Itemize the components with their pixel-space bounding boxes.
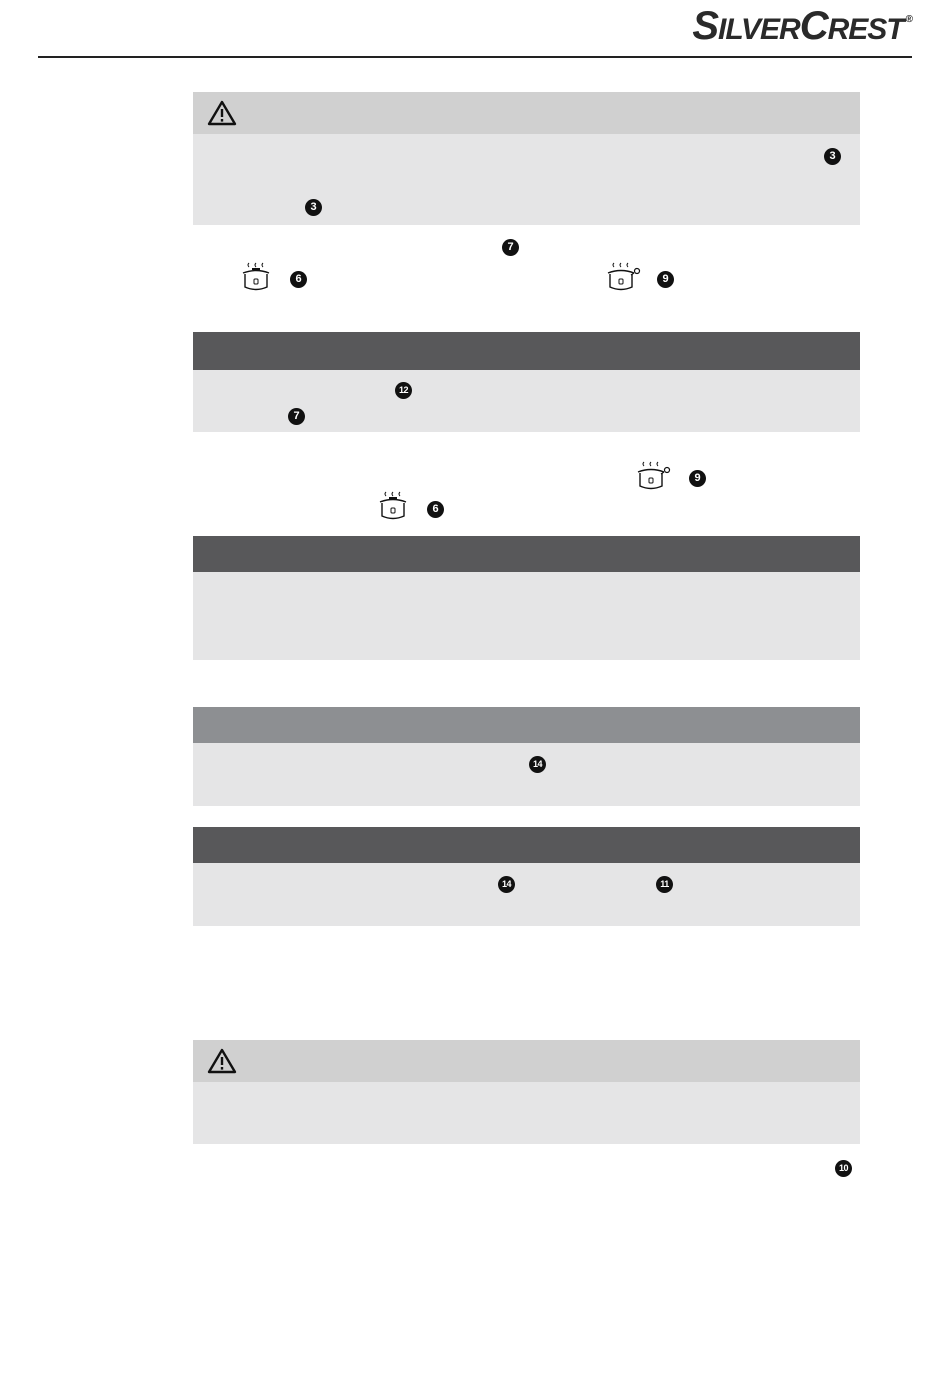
- warning-body-2: [193, 1082, 860, 1144]
- badge-11: 11: [656, 876, 673, 893]
- warning-header-2: [193, 1040, 860, 1082]
- tip-body: [193, 743, 860, 806]
- note-header-2: [193, 536, 860, 572]
- note-body-3: [193, 863, 860, 926]
- badge-7: 7: [502, 239, 519, 256]
- note-header-3: [193, 827, 860, 863]
- badge-6: 6: [290, 271, 307, 288]
- warning-header-1: [193, 92, 860, 134]
- badge-6: 6: [427, 501, 444, 518]
- pot-steam-valve-icon: [633, 458, 673, 494]
- tip-header: [193, 707, 860, 743]
- pot-steam-valve-icon: [603, 259, 643, 295]
- badge-14: 14: [498, 876, 515, 893]
- pot-lid-closed-icon: [238, 259, 274, 295]
- badge-9: 9: [689, 470, 706, 487]
- warning-body-1: [193, 134, 860, 225]
- badge-3: 3: [824, 148, 841, 165]
- badge-7: 7: [288, 408, 305, 425]
- badge-12: 12: [395, 382, 412, 399]
- header-rule: [38, 56, 912, 58]
- warning-triangle-icon: [207, 1048, 237, 1074]
- badge-3: 3: [305, 199, 322, 216]
- note-body-2: [193, 572, 860, 660]
- note-header-1: [193, 332, 860, 370]
- warning-triangle-icon: [207, 100, 237, 126]
- badge-10: 10: [835, 1160, 852, 1177]
- brand-logo: SILVERCREST ®: [692, 4, 912, 48]
- badge-9: 9: [657, 271, 674, 288]
- badge-14: 14: [529, 756, 546, 773]
- pot-lid-closed-icon: [375, 488, 411, 524]
